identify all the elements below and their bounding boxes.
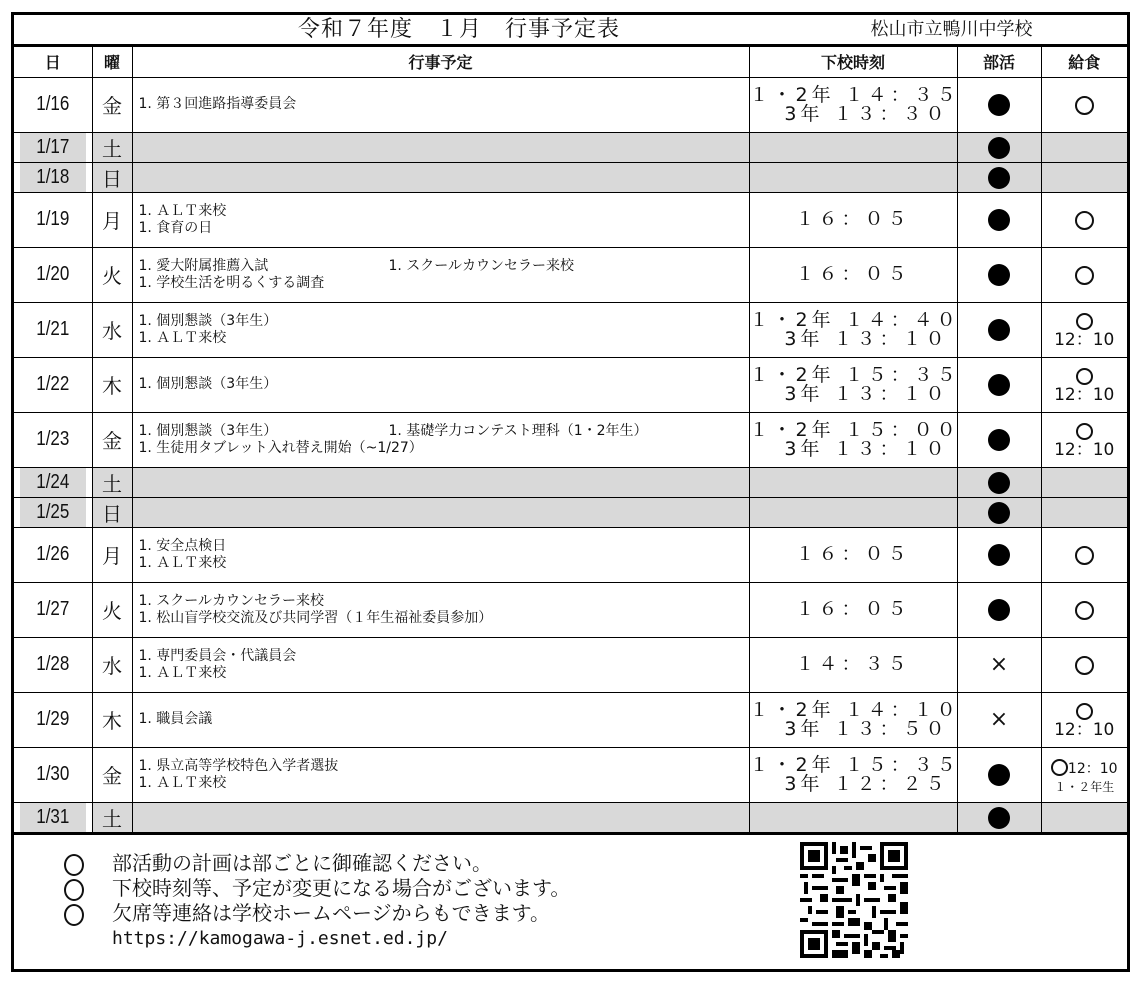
event-item: 1. 生徒用タブレット入れ替え開始（~1/27） (138, 439, 423, 456)
dismissal-time: 3年 １３：３０ (784, 102, 949, 125)
event-item: 1. スクールカウンセラー来校 (138, 592, 325, 609)
lunch-cell (1041, 692, 1127, 747)
event-line (139, 313, 749, 330)
table-row (14, 247, 1127, 302)
event-item: 1. ＡＬＴ来校 (138, 774, 227, 791)
dismissal-time: １６：０５ (795, 208, 911, 230)
lunch-cell (1041, 467, 1127, 497)
table-row (14, 192, 1127, 247)
dismissal-time: １６：０５ (795, 543, 911, 565)
filled-circle-icon (988, 599, 1010, 621)
school-name: 松山市立鴨川中学校 (870, 19, 1033, 40)
event-item: 1. 愛大附属推薦入試 (138, 257, 269, 274)
schedule-sheet (11, 12, 1130, 972)
event-line (139, 665, 749, 682)
weekday-cell: 日 (92, 162, 132, 192)
date-cell: 1/28 (20, 637, 86, 692)
table-header-row (14, 47, 1127, 77)
table-row (14, 747, 1127, 802)
dismissal-time: 3年 １３：１０ (784, 382, 949, 405)
weekday-cell: 月 (92, 192, 132, 247)
column-header-events: 行事予定 (132, 47, 749, 77)
club-activity-cell (957, 747, 1041, 802)
club-activity-cell (957, 527, 1041, 582)
dismissal-time: １６：０５ (795, 598, 911, 620)
table-row (14, 527, 1127, 582)
lunch-cell (1041, 132, 1127, 162)
weekday-cell: 土 (92, 467, 132, 497)
filled-circle-icon (988, 544, 1010, 566)
filled-circle-icon (988, 264, 1010, 286)
club-activity-cell (957, 302, 1041, 357)
table-row (14, 77, 1127, 132)
note-item (64, 901, 570, 926)
open-circle-icon (1076, 368, 1093, 385)
club-activity-cell (957, 467, 1041, 497)
table-row (14, 162, 1127, 192)
lunch-cell (1041, 802, 1127, 832)
table-row (14, 357, 1127, 412)
circle-bullet-icon (64, 851, 112, 876)
weekday-cell: 火 (92, 582, 132, 637)
club-activity-cell (957, 802, 1041, 832)
note-text: 欠席等連絡は学校ホームページからもできます。 (112, 901, 550, 925)
dismissal-time-cell (749, 637, 957, 692)
event-item: 1. 第３回進路指導委員会 (138, 96, 297, 112)
event-line (139, 648, 749, 665)
lunch-time: 12：10 (1054, 439, 1115, 460)
events-cell (132, 412, 749, 467)
weekday-cell: 日 (92, 497, 132, 527)
dismissal-time: 3年 １３：１０ (784, 437, 949, 460)
events-cell (132, 582, 749, 637)
event-item: 1. 個別懇談（3年生） (138, 312, 278, 329)
events-cell (132, 132, 749, 162)
date-cell: 1/25 (20, 497, 86, 527)
table-row (14, 467, 1127, 497)
dismissal-time: 3年 １３：１０ (784, 327, 949, 350)
event-line (139, 203, 749, 220)
open-circle-icon (1075, 601, 1094, 620)
club-activity-cell (957, 247, 1041, 302)
date-cell: 1/27 (20, 582, 86, 637)
club-activity-cell (957, 692, 1041, 747)
event-item: 1. ＡＬＴ来校 (138, 554, 227, 571)
lunch-cell (1041, 302, 1127, 357)
open-circle-icon (1076, 313, 1093, 330)
event-item: 1. 食育の日 (138, 219, 213, 236)
weekday-cell: 水 (92, 637, 132, 692)
weekday-cell: 金 (92, 77, 132, 132)
lunch-cell (1041, 582, 1127, 637)
filled-circle-icon (988, 374, 1010, 396)
lunch-cell (1041, 357, 1127, 412)
events-cell (132, 77, 749, 132)
event-line (139, 555, 749, 572)
events-cell (132, 467, 749, 497)
dismissal-time-cell (749, 302, 960, 357)
dismissal-time-cell (749, 192, 957, 247)
dismissal-time: 3年 １２：２５ (784, 772, 949, 795)
events-cell (132, 192, 749, 247)
lunch-time: 12：10 (1054, 384, 1115, 405)
dismissal-time-cell (749, 247, 957, 302)
page-title: 令和７年度 １月 行事予定表 (297, 17, 620, 42)
dismissal-time-cell (749, 412, 960, 467)
club-activity-cell (957, 77, 1041, 132)
cross-mark-icon: × (989, 652, 1009, 677)
dismissal-time: １６：０５ (795, 263, 911, 285)
notes-list (64, 851, 570, 951)
weekday-cell: 土 (92, 802, 132, 832)
event-line (139, 440, 749, 457)
dismissal-time-cell (749, 802, 957, 832)
schedule-table (14, 47, 1127, 833)
date-cell: 1/22 (20, 357, 86, 412)
event-item: 1. 安全点検日 (138, 537, 227, 554)
lunch-cell (1041, 412, 1127, 467)
note-item (64, 851, 570, 876)
events-cell (132, 247, 749, 302)
events-cell (132, 357, 749, 412)
event-item: 1. 学校生活を明るくする調査 (138, 274, 325, 291)
weekday-cell: 水 (92, 302, 132, 357)
open-circle-icon (1075, 96, 1094, 115)
event-item: 1. スクールカウンセラー来校 (388, 257, 575, 274)
date-cell: 1/19 (20, 192, 86, 247)
dismissal-time: １・2年 １５：００ (749, 418, 960, 441)
table-row (14, 412, 1127, 467)
lunch-time: 12：10 (1054, 329, 1115, 350)
table-row (14, 637, 1127, 692)
club-activity-cell (957, 582, 1041, 637)
date-cell: 1/18 (20, 162, 86, 192)
lunch-cell (1041, 637, 1127, 692)
note-text: 下校時刻等、予定が変更になる場合がございます。 (112, 876, 571, 900)
event-line (139, 423, 749, 440)
column-header-dismissal: 下校時刻 (749, 47, 957, 77)
dismissal-time-cell (749, 162, 957, 192)
homepage-url-link[interactable]: https://kamogawa-j.esnet.ed.jp/ (112, 928, 448, 949)
filled-circle-icon (988, 94, 1010, 116)
event-item: 1. 松山盲学校交流及び共同学習（１年生福祉委員参加） (138, 609, 493, 626)
dismissal-time: １４：３５ (795, 653, 911, 675)
open-circle-icon (1075, 656, 1094, 675)
dismissal-time-cell (749, 357, 960, 412)
event-item: 1. 個別懇談（3年生） (138, 422, 278, 439)
club-activity-cell (957, 132, 1041, 162)
event-item: 1. ＡＬＴ来校 (138, 329, 227, 346)
date-cell: 1/24 (20, 467, 86, 497)
dismissal-time-cell (749, 747, 960, 802)
dismissal-time: １・2年 １５：３５ (749, 753, 960, 776)
note-text: 部活動の計画は部ごとに御確認ください。 (112, 851, 492, 875)
dismissal-time-cell (749, 497, 957, 527)
lunch-cell (1041, 527, 1127, 582)
table-row (14, 582, 1127, 637)
weekday-cell: 金 (92, 747, 132, 802)
events-cell (132, 162, 749, 192)
open-circle-icon (1051, 759, 1068, 776)
filled-circle-icon (988, 472, 1010, 494)
event-line (139, 758, 749, 775)
club-activity-cell (957, 192, 1041, 247)
filled-circle-icon (988, 429, 1010, 451)
events-cell (132, 637, 749, 692)
date-cell: 1/30 (20, 747, 86, 802)
title-row (14, 15, 1127, 47)
weekday-cell: 土 (92, 132, 132, 162)
event-item: 1. 基礎学力コンテスト理科（1・2年生） (388, 422, 648, 439)
events-cell (132, 302, 749, 357)
footer-notes (14, 832, 1127, 969)
dismissal-time-cell (749, 77, 960, 132)
dismissal-time-cell (749, 692, 960, 747)
date-cell: 1/21 (20, 302, 86, 357)
lunch-time: 12：10 (1067, 760, 1118, 777)
lunch-time: 12：10 (1054, 719, 1115, 740)
lunch-cell (1041, 247, 1127, 302)
table-row (14, 497, 1127, 527)
dismissal-time-cell (749, 527, 957, 582)
circle-bullet-icon (64, 901, 112, 926)
event-item: 1. 個別懇談（3年生） (138, 376, 278, 392)
date-cell: 1/26 (20, 527, 86, 582)
circle-bullet-icon (64, 876, 112, 901)
table-row (14, 302, 1127, 357)
dismissal-time-cell (749, 132, 957, 162)
event-line (139, 275, 749, 292)
table-row (14, 692, 1127, 747)
weekday-cell: 金 (92, 412, 132, 467)
club-activity-cell (957, 497, 1041, 527)
dismissal-time: １・2年 １４：４０ (749, 308, 960, 331)
event-line (139, 610, 749, 627)
events-cell (132, 692, 749, 747)
table-row (14, 132, 1127, 162)
lunch-cell (1041, 747, 1127, 802)
column-header-day: 日 (14, 47, 92, 77)
event-line (139, 96, 749, 113)
event-item: 1. 専門委員会・代議員会 (138, 647, 297, 664)
dismissal-time: １・2年 １４：３５ (749, 83, 960, 106)
lunch-cell (1041, 77, 1127, 132)
event-line (139, 711, 749, 728)
lunch-note: １・２年生 (1054, 779, 1115, 794)
event-line (139, 258, 749, 275)
event-line (139, 376, 749, 393)
event-item: 1. 職員会議 (138, 711, 213, 727)
date-cell: 1/29 (20, 692, 86, 747)
cross-mark-icon: × (989, 707, 1009, 732)
filled-circle-icon (988, 764, 1010, 786)
open-circle-icon (1075, 546, 1094, 565)
lunch-cell (1041, 162, 1127, 192)
qr-code-icon[interactable] (800, 841, 908, 959)
dismissal-time: 3年 １３：５０ (784, 717, 949, 740)
club-activity-cell (957, 357, 1041, 412)
dismissal-time: １・2年 １５：３５ (749, 363, 960, 386)
filled-circle-icon (988, 502, 1010, 524)
events-cell (132, 747, 749, 802)
open-circle-icon (1076, 703, 1093, 720)
filled-circle-icon (988, 137, 1010, 159)
filled-circle-icon (988, 209, 1010, 231)
open-circle-icon (1076, 423, 1093, 440)
event-item: 1. ＡＬＴ来校 (138, 664, 227, 681)
events-cell (132, 802, 749, 832)
club-activity-cell (957, 412, 1041, 467)
event-line (139, 220, 749, 237)
open-circle-icon (1075, 266, 1094, 285)
date-cell: 1/31 (20, 802, 86, 832)
dismissal-time-cell (749, 467, 957, 497)
column-header-lunch: 給食 (1041, 47, 1127, 77)
event-item: 1. 県立高等学校特色入学者選抜 (138, 757, 339, 774)
event-line (139, 538, 749, 555)
note-item (64, 876, 570, 901)
filled-circle-icon (988, 319, 1010, 341)
date-cell: 1/16 (20, 77, 86, 132)
events-cell (132, 497, 749, 527)
date-cell: 1/20 (20, 247, 86, 302)
weekday-cell: 月 (92, 527, 132, 582)
lunch-cell (1041, 192, 1127, 247)
filled-circle-icon (988, 167, 1010, 189)
weekday-cell: 木 (92, 357, 132, 412)
table-row (14, 802, 1127, 832)
event-line (139, 775, 749, 792)
open-circle-icon (1075, 211, 1094, 230)
filled-circle-icon (988, 807, 1010, 829)
lunch-cell (1041, 497, 1127, 527)
date-cell: 1/23 (20, 412, 86, 467)
dismissal-time: １・2年 １４：１０ (749, 698, 960, 721)
event-line (139, 330, 749, 347)
column-header-weekday: 曜 (92, 47, 132, 77)
column-header-club: 部活 (957, 47, 1041, 77)
weekday-cell: 火 (92, 247, 132, 302)
weekday-cell: 木 (92, 692, 132, 747)
events-cell (132, 527, 749, 582)
event-item: 1. ＡＬＴ来校 (138, 202, 227, 219)
club-activity-cell (957, 162, 1041, 192)
dismissal-time-cell (749, 582, 957, 637)
date-cell: 1/17 (20, 132, 86, 162)
event-line (139, 593, 749, 610)
club-activity-cell (957, 637, 1041, 692)
